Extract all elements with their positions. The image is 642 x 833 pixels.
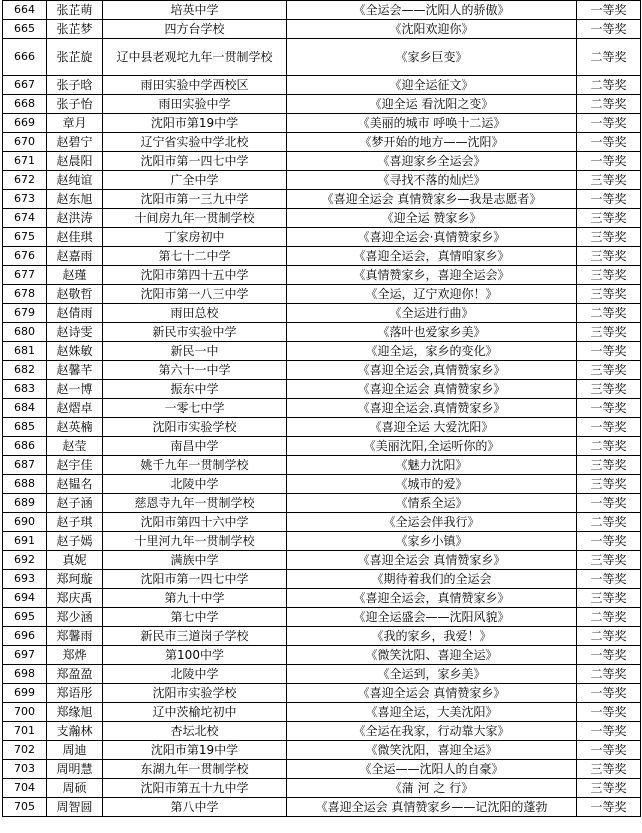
school-cell: 第七十二中学 (103, 247, 287, 266)
award-level-cell: 一等奖 (577, 684, 641, 703)
award-level-cell: 三等奖 (577, 209, 641, 228)
student-name-cell: 郑珂璇 (47, 570, 103, 589)
table-row (3, 20, 641, 39)
table-row (3, 589, 641, 608)
essay-title-cell: 《真情赞家乡，喜迎全运会》 (287, 266, 577, 285)
student-name-cell: 郑缘旭 (47, 703, 103, 722)
student-name-cell: 周智圆 (47, 798, 103, 817)
row-number-cell: 679 (3, 304, 47, 323)
essay-title-cell: 《喜迎全运，大美沈阳》 (287, 703, 577, 722)
row-number-cell: 689 (3, 494, 47, 513)
student-name-cell: 郑少涵 (47, 608, 103, 627)
award-level-cell: 一等奖 (577, 703, 641, 722)
table-row (3, 1, 641, 20)
award-level-cell: 三等奖 (577, 266, 641, 285)
table-row (3, 266, 641, 285)
table-row (3, 361, 641, 380)
award-level-cell: 一等奖 (577, 741, 641, 760)
school-cell: 沈阳市第一四七中学 (103, 570, 287, 589)
award-level-cell: 二等奖 (577, 665, 641, 684)
essay-title-cell: 《喜迎全运会·真情赞家乡》 (287, 228, 577, 247)
row-number-cell: 669 (3, 114, 47, 133)
table-row (3, 513, 641, 532)
essay-title-cell: 《情系全运》 (287, 494, 577, 513)
school-cell: 沈阳市实验学校 (103, 684, 287, 703)
school-cell: 沈阳市第一三九中学 (103, 190, 287, 209)
award-level-cell: 一等奖 (577, 133, 641, 152)
school-cell: 新民市实验中学 (103, 323, 287, 342)
school-cell: 沈阳市第四十五中学 (103, 266, 287, 285)
school-cell: 东湖九年一贯制学校 (103, 760, 287, 779)
essay-title-cell: 《全运到，家乡美》 (287, 665, 577, 684)
row-number-cell: 672 (3, 171, 47, 190)
student-name-cell: 赵碧宁 (47, 133, 103, 152)
school-cell: 满族中学 (103, 551, 287, 570)
table-row (3, 171, 641, 190)
essay-title-cell: 《喜迎全运会.真情赞家乡》 (287, 399, 577, 418)
table-row (3, 76, 641, 95)
essay-title-cell: 《美丽的城市 呼唤十二运》 (287, 114, 577, 133)
school-cell: 辽中县老观坨九年一贯制学校 (103, 39, 287, 76)
row-number-cell: 691 (3, 532, 47, 551)
award-level-cell: 一等奖 (577, 20, 641, 39)
essay-title-cell: 《喜迎家乡全运会》 (287, 152, 577, 171)
table-row (3, 95, 641, 114)
award-level-cell: 二等奖 (577, 304, 641, 323)
table-row (3, 380, 641, 399)
row-number-cell: 681 (3, 342, 47, 361)
table-row (3, 39, 641, 76)
award-level-cell: 二等奖 (577, 608, 641, 627)
award-level-cell: 一等奖 (577, 570, 641, 589)
student-name-cell: 赵韫名 (47, 475, 103, 494)
school-cell: 沈阳市第一四七中学 (103, 152, 287, 171)
school-cell: 培英中学 (103, 1, 287, 20)
table-row (3, 342, 641, 361)
award-level-cell: 三等奖 (577, 171, 641, 190)
essay-title-cell: 《家乡巨变》 (287, 39, 577, 76)
essay-title-cell: 《城市的爱》 (287, 475, 577, 494)
school-cell: 第七中学 (103, 608, 287, 627)
essay-title-cell: 《喜迎全运会,真情赞家乡》 (287, 361, 577, 380)
student-name-cell: 郑语彤 (47, 684, 103, 703)
award-level-cell: 一等奖 (577, 418, 641, 437)
school-cell: 辽中茨榆坨初中 (103, 703, 287, 722)
student-name-cell: 支瀚林 (47, 722, 103, 741)
student-name-cell: 张芷旋 (47, 39, 103, 76)
table-row (3, 418, 641, 437)
award-level-cell: 一等奖 (577, 798, 641, 817)
essay-title-cell: 《喜迎全运 大爱沈阳》 (287, 418, 577, 437)
student-name-cell: 赵莹 (47, 437, 103, 456)
award-level-cell: 一等奖 (577, 152, 641, 171)
school-cell: 第九十中学 (103, 589, 287, 608)
award-level-cell: 三等奖 (577, 380, 641, 399)
school-cell: 新民市三道岗子学校 (103, 627, 287, 646)
award-level-cell: 三等奖 (577, 323, 641, 342)
row-number-cell: 671 (3, 152, 47, 171)
award-level-cell: 三等奖 (577, 228, 641, 247)
row-number-cell: 704 (3, 779, 47, 798)
row-number-cell: 692 (3, 551, 47, 570)
school-cell: 四方台学校 (103, 20, 287, 39)
essay-title-cell: 《微笑沈阳、喜迎全运》 (287, 646, 577, 665)
essay-title-cell: 《喜迎全运会 真情赞家乡—我是志愿者》 (287, 190, 577, 209)
school-cell: 南昌中学 (103, 437, 287, 456)
table-row (3, 779, 641, 798)
table-row (3, 247, 641, 266)
row-number-cell: 670 (3, 133, 47, 152)
student-name-cell: 郑盈盈 (47, 665, 103, 684)
student-name-cell: 赵子涵 (47, 494, 103, 513)
award-level-cell: 一等奖 (577, 646, 641, 665)
row-number-cell: 697 (3, 646, 47, 665)
award-list-sheet (2, 0, 641, 817)
essay-title-cell: 《喜迎全运会 真情赞家乡——记沈阳的蓬勃 (287, 798, 577, 817)
award-level-cell: 二等奖 (577, 627, 641, 646)
school-cell: 杏坛北校 (103, 722, 287, 741)
row-number-cell: 665 (3, 20, 47, 39)
row-number-cell: 684 (3, 399, 47, 418)
award-level-cell: 三等奖 (577, 247, 641, 266)
school-cell: 雨田总校 (103, 304, 287, 323)
table-row (3, 608, 641, 627)
essay-title-cell: 《家乡小镇》 (287, 532, 577, 551)
row-number-cell: 686 (3, 437, 47, 456)
school-cell: 北陵中学 (103, 475, 287, 494)
table-row (3, 399, 641, 418)
table-row (3, 437, 641, 456)
award-level-cell: 一等奖 (577, 342, 641, 361)
essay-title-cell: 《魅力沈阳》 (287, 456, 577, 475)
school-cell: 沈阳市第一八三中学 (103, 285, 287, 304)
row-number-cell: 678 (3, 285, 47, 304)
row-number-cell: 703 (3, 760, 47, 779)
table-row (3, 570, 641, 589)
school-cell: 一零七中学 (103, 399, 287, 418)
school-cell: 沈阳市第五十九中学 (103, 779, 287, 798)
essay-title-cell: 《全运会——沈阳人的骄傲》 (287, 1, 577, 20)
row-number-cell: 685 (3, 418, 47, 437)
essay-title-cell: 《喜迎全运会，真情赞家乡》 (287, 589, 577, 608)
school-cell: 新民一中 (103, 342, 287, 361)
award-table-body (3, 1, 641, 817)
table-row (3, 798, 641, 817)
student-name-cell: 赵东旭 (47, 190, 103, 209)
student-name-cell: 章月 (47, 114, 103, 133)
row-number-cell: 677 (3, 266, 47, 285)
student-name-cell: 周迪 (47, 741, 103, 760)
student-name-cell: 郑馨雨 (47, 627, 103, 646)
row-number-cell: 682 (3, 361, 47, 380)
award-level-cell: 二等奖 (577, 95, 641, 114)
award-level-cell: 一等奖 (577, 722, 641, 741)
award-level-cell: 三等奖 (577, 361, 641, 380)
award-level-cell: 三等奖 (577, 475, 641, 494)
student-name-cell: 郑庆禹 (47, 589, 103, 608)
table-row (3, 133, 641, 152)
table-row (3, 152, 641, 171)
table-row (3, 494, 641, 513)
student-name-cell: 赵熠卓 (47, 399, 103, 418)
table-row (3, 760, 641, 779)
row-number-cell: 683 (3, 380, 47, 399)
student-name-cell: 周硕 (47, 779, 103, 798)
school-cell: 沈阳市第四十六中学 (103, 513, 287, 532)
row-number-cell: 687 (3, 456, 47, 475)
table-row (3, 209, 641, 228)
award-level-cell: 一等奖 (577, 1, 641, 20)
school-cell: 慈恩寺九年一贯制学校 (103, 494, 287, 513)
row-number-cell: 680 (3, 323, 47, 342)
table-row (3, 475, 641, 494)
essay-title-cell: 《喜迎全运会，真情咱家乡》 (287, 247, 577, 266)
student-name-cell: 真妮 (47, 551, 103, 570)
student-name-cell: 赵瑾 (47, 266, 103, 285)
row-number-cell: 705 (3, 798, 47, 817)
table-row (3, 722, 641, 741)
award-table (2, 0, 641, 817)
student-name-cell: 赵嘉雨 (47, 247, 103, 266)
student-name-cell: 郑烨 (47, 646, 103, 665)
row-number-cell: 694 (3, 589, 47, 608)
row-number-cell: 676 (3, 247, 47, 266)
award-level-cell: 三等奖 (577, 589, 641, 608)
table-row (3, 703, 641, 722)
essay-title-cell: 《期待着我们的全运会 (287, 570, 577, 589)
student-name-cell: 赵诗雯 (47, 323, 103, 342)
essay-title-cell: 《沈阳欢迎你》 (287, 20, 577, 39)
award-level-cell: 三等奖 (577, 779, 641, 798)
student-name-cell: 赵宇佳 (47, 456, 103, 475)
student-name-cell: 赵一博 (47, 380, 103, 399)
table-row (3, 323, 641, 342)
school-cell: 振东中学 (103, 380, 287, 399)
award-level-cell: 三等奖 (577, 551, 641, 570)
award-level-cell: 一等奖 (577, 114, 641, 133)
row-number-cell: 693 (3, 570, 47, 589)
row-number-cell: 664 (3, 1, 47, 20)
school-cell: 雨田实验中学西校区 (103, 76, 287, 95)
student-name-cell: 张芷梦 (47, 20, 103, 39)
school-cell: 北陵中学 (103, 665, 287, 684)
student-name-cell: 赵姝敏 (47, 342, 103, 361)
table-row (3, 665, 641, 684)
school-cell: 雨田实验中学 (103, 95, 287, 114)
row-number-cell: 690 (3, 513, 47, 532)
award-level-cell: 一等奖 (577, 399, 641, 418)
table-row (3, 627, 641, 646)
school-cell: 沈阳市第19中学 (103, 114, 287, 133)
student-name-cell: 赵倩雨 (47, 304, 103, 323)
award-level-cell: 三等奖 (577, 285, 641, 304)
student-name-cell: 赵馨芊 (47, 361, 103, 380)
essay-title-cell: 《迎全运征文》 (287, 76, 577, 95)
row-number-cell: 667 (3, 76, 47, 95)
student-name-cell: 赵洪涛 (47, 209, 103, 228)
school-cell: 第100中学 (103, 646, 287, 665)
essay-title-cell: 《迎全运，家乡的变化》 (287, 342, 577, 361)
student-name-cell: 周明慧 (47, 760, 103, 779)
student-name-cell: 张芷萌 (47, 1, 103, 20)
student-name-cell: 张子怡 (47, 95, 103, 114)
essay-title-cell: 《喜迎全运会 真情赞家乡》 (287, 380, 577, 399)
essay-title-cell: 《美丽沈阳,全运听你的》 (287, 437, 577, 456)
award-level-cell: 一等奖 (577, 190, 641, 209)
row-number-cell: 700 (3, 703, 47, 722)
row-number-cell: 666 (3, 39, 47, 76)
table-row (3, 114, 641, 133)
student-name-cell: 赵英楠 (47, 418, 103, 437)
essay-title-cell: 《落叶也爱家乡美》 (287, 323, 577, 342)
table-row (3, 456, 641, 475)
award-level-cell: 二等奖 (577, 39, 641, 76)
table-row (3, 190, 641, 209)
row-number-cell: 668 (3, 95, 47, 114)
table-row (3, 551, 641, 570)
school-cell: 第八中学 (103, 798, 287, 817)
essay-title-cell: 《全运——沈阳人的自豪》 (287, 760, 577, 779)
school-cell: 十里河九年一贯制学校 (103, 532, 287, 551)
row-number-cell: 688 (3, 475, 47, 494)
essay-title-cell: 《迎全运 赞家乡》 (287, 209, 577, 228)
table-row (3, 646, 641, 665)
row-number-cell: 673 (3, 190, 47, 209)
student-name-cell: 赵敬哲 (47, 285, 103, 304)
essay-title-cell: 《迎全运盛会——沈阳风貌》 (287, 608, 577, 627)
table-row (3, 228, 641, 247)
table-row (3, 304, 641, 323)
school-cell: 沈阳市第19中学 (103, 741, 287, 760)
row-number-cell: 698 (3, 665, 47, 684)
award-level-cell: 二等奖 (577, 513, 641, 532)
table-row (3, 741, 641, 760)
essay-title-cell: 《全运，辽宁欢迎你！》 (287, 285, 577, 304)
award-level-cell: 三等奖 (577, 456, 641, 475)
table-row (3, 532, 641, 551)
essay-title-cell: 《全运会伴我行》 (287, 513, 577, 532)
essay-title-cell: 《微笑沈阳，喜迎全运》 (287, 741, 577, 760)
essay-title-cell: 《蒲 河 之 行》 (287, 779, 577, 798)
essay-title-cell: 《喜迎全运会 真情赞家乡》 (287, 684, 577, 703)
essay-title-cell: 《寻找不落的灿烂》 (287, 171, 577, 190)
school-cell: 辽宁省实验中学北校 (103, 133, 287, 152)
row-number-cell: 696 (3, 627, 47, 646)
row-number-cell: 695 (3, 608, 47, 627)
row-number-cell: 674 (3, 209, 47, 228)
table-row (3, 684, 641, 703)
student-name-cell: 赵晨阳 (47, 152, 103, 171)
award-level-cell: 二等奖 (577, 437, 641, 456)
student-name-cell: 赵纯谊 (47, 171, 103, 190)
essay-title-cell: 《我的家乡，我爱！》 (287, 627, 577, 646)
essay-title-cell: 《迎全运 看沈阳之变》 (287, 95, 577, 114)
row-number-cell: 701 (3, 722, 47, 741)
student-name-cell: 赵佳琪 (47, 228, 103, 247)
table-row (3, 285, 641, 304)
row-number-cell: 699 (3, 684, 47, 703)
row-number-cell: 702 (3, 741, 47, 760)
school-cell: 十间房九年一贯制学校 (103, 209, 287, 228)
student-name-cell: 赵子嫣 (47, 532, 103, 551)
award-level-cell: 一等奖 (577, 494, 641, 513)
school-cell: 第六十一中学 (103, 361, 287, 380)
row-number-cell: 675 (3, 228, 47, 247)
essay-title-cell: 《全运进行曲》 (287, 304, 577, 323)
student-name-cell: 赵子琪 (47, 513, 103, 532)
essay-title-cell: 《喜迎全运会 真情赞家乡》 (287, 551, 577, 570)
essay-title-cell: 《全运在我家，行动靠大家》 (287, 722, 577, 741)
school-cell: 沈阳市实验学校 (103, 418, 287, 437)
school-cell: 广全中学 (103, 171, 287, 190)
school-cell: 姚千九年一贯制学校 (103, 456, 287, 475)
student-name-cell: 张子晗 (47, 76, 103, 95)
essay-title-cell: 《梦开始的地方——沈阳》 (287, 133, 577, 152)
award-level-cell: 二等奖 (577, 76, 641, 95)
school-cell: 丁家房初中 (103, 228, 287, 247)
award-level-cell: 一等奖 (577, 532, 641, 551)
award-level-cell: 三等奖 (577, 760, 641, 779)
